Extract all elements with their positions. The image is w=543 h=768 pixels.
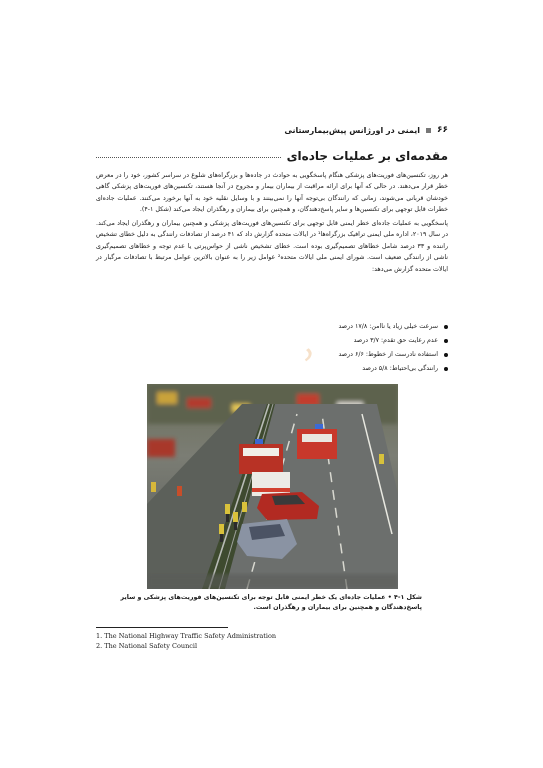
footnote: 1. The National Highway Traffic Safety Administration [96,632,277,640]
figure-caption: شکل ۱-۴ • عملیات جاده‌ای یک خطر ایمنی قابل توجه برای تکنسین‌های فوریت‌های پزشکی و سایر پاسخ‌دهندگان و همچنین برای بیماران و رهگذران است. [120,594,422,611]
watermark: ر [295,338,316,362]
list-item: سرعت خیلی زیاد یا ناامن: ۱۷/۸ درصد [96,320,448,334]
header-bullet-icon [426,128,431,133]
footnote-divider [96,627,228,628]
paragraph: پاسخگویی به عملیات جاده‌ای خطر ایمنی قابل توجهی برای تکنسین‌های فوریت‌های پزشکی و همچنین بیماران و رهگذران ایجاد می‌کند. در سال ۲۰۱۹، اداره ملی ایمنی ترافیک بزرگراه‌ها¹ در ایالات متحده گزارش داد که ۴۱ درصد از تصادفات رانندگی به دلیل خطای تشخیص راننده و ۳۳ درصد شامل خطاهای تصمیم‌گیری بوده است. خطای تشخیص ناشی از حواس‌پرتی یا عدم توجه و خطاهای تصمیم‌گیری ناشی از رانندگی ضعیف است. شورای ایمنی ملی ایالات متحده² عوامل زیر را به عنوان بالاترین عوامل مرتبط با تصادفات مرگبار در ایالات متحده گزارش می‌دهد: [96,220,449,273]
section-title: مقدمه‌ای بر عملیات جاده‌ای [286,149,448,163]
paragraph: هر روز، تکنسین‌های فوریت‌های پزشکی هنگام پاسخگویی به حوادث در جاده‌ها و بزرگراه‌های شلوغ در سراسر کشور، خود را در معرض خطر قرار می‌دهند. در حالی که آنها برای ارائه مراقبت از بیماران بیمار و مجروح در آنجا هستند، تکنسین‌های فوریت‌های پزشکی گاهی خودشان قربانی می‌شوند، زمانی که رانندگان بی‌توجه آنها را نمی‌بینند و با وسایل نقلیه خود به آنها برخورد می‌کنند. عملیات جاده‌ای خطرات قابل توجهی برای تکنسین‌ها و سایر پاسخ‌دهندگان، و همچنین برای بیماران و رهگذران ایجاد می‌کند (شکل ۱-۴). [96,172,448,214]
list-item: استفاده نادرست از خطوط: ۶/۶ درصد [96,348,448,362]
highway-accident-photo [147,384,398,589]
footnote: 2. The National Safety Council [96,642,198,650]
figure-photo [147,384,398,589]
page-number: ۶۶ [437,125,448,135]
section-title-rule [96,157,281,158]
section-heading [96,146,448,166]
running-header-title: ایمنی در اورژانس پیش‌بیمارستانی [284,125,420,135]
bullet-list [96,320,458,376]
footnotes [96,631,448,651]
list-item: عدم رعایت حق تقدم: ۳/۷ درصد [96,334,448,348]
running-header [96,122,448,138]
list-item: رانندگی بی‌احتیاط: ۵/۸ درصد [96,362,448,376]
